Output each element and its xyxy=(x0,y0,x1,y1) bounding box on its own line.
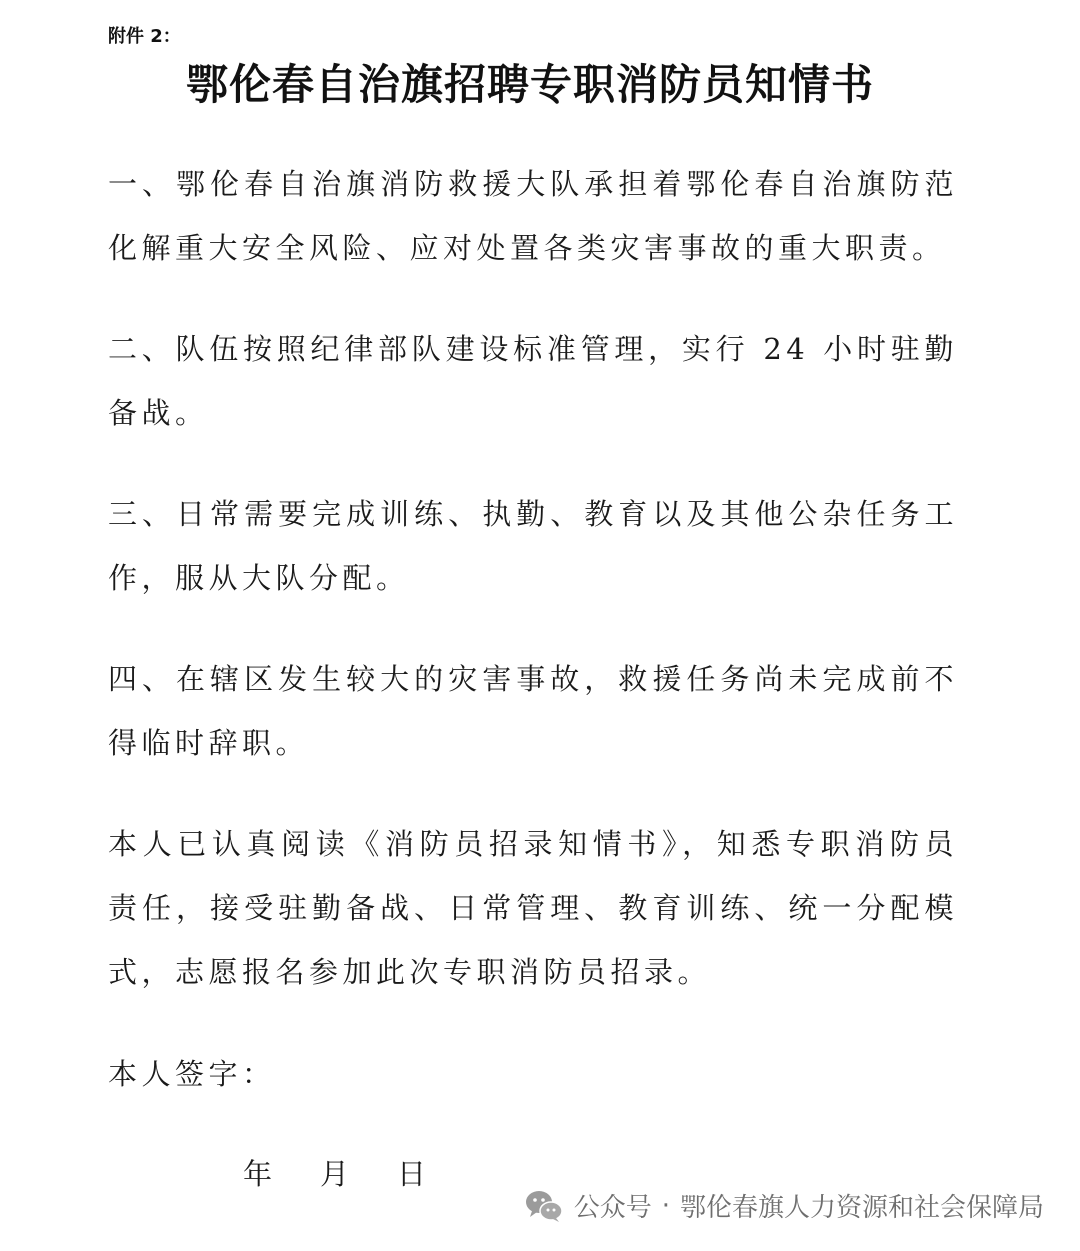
signature-label: 本人签字： xyxy=(108,1057,276,1091)
watermark xyxy=(524,1187,1044,1224)
paragraph-4: 四、在辖区发生较大的灾害事故，救援任务尚未完成前不得临时辞职。 xyxy=(108,662,958,760)
watermark-account-type: 公众号 xyxy=(573,1193,652,1223)
date-day: 日 xyxy=(397,1157,427,1191)
date-year: 年 xyxy=(243,1157,273,1191)
watermark-separator: · xyxy=(661,1190,670,1221)
document-title: 鄂伦春自治旗招聘专职消防员知情书 xyxy=(185,60,874,109)
watermark-account-name: 鄂伦春旗人力资源和社会保障局 xyxy=(679,1193,1044,1223)
paragraph-1: 一、鄂伦春自治旗消防救援大队承担着鄂伦春自治旗防范化解重大安全风险、应对处置各类灾害事故的重大职责。 xyxy=(108,167,958,265)
date-line xyxy=(243,1142,426,1206)
paragraph-2: 二、队伍按照纪律部队建设标准管理，实行 24 小时驻勤备战。 xyxy=(108,332,958,430)
wechat-icon xyxy=(524,1188,564,1224)
paragraph-3: 三、日常需要完成训练、执勤、教育以及其他公杂任务工作，服从大队分配。 xyxy=(108,497,958,595)
attachment-label: 附件 2： xyxy=(108,26,181,47)
paragraph-5: 本人已认真阅读《消防员招录知情书》，知悉专职消防员责任，接受驻勤备战、日常管理、教育训练、统一分配模式，志愿报名参加此次专职消防员招录。 xyxy=(108,827,958,989)
date-month: 月 xyxy=(320,1157,350,1191)
